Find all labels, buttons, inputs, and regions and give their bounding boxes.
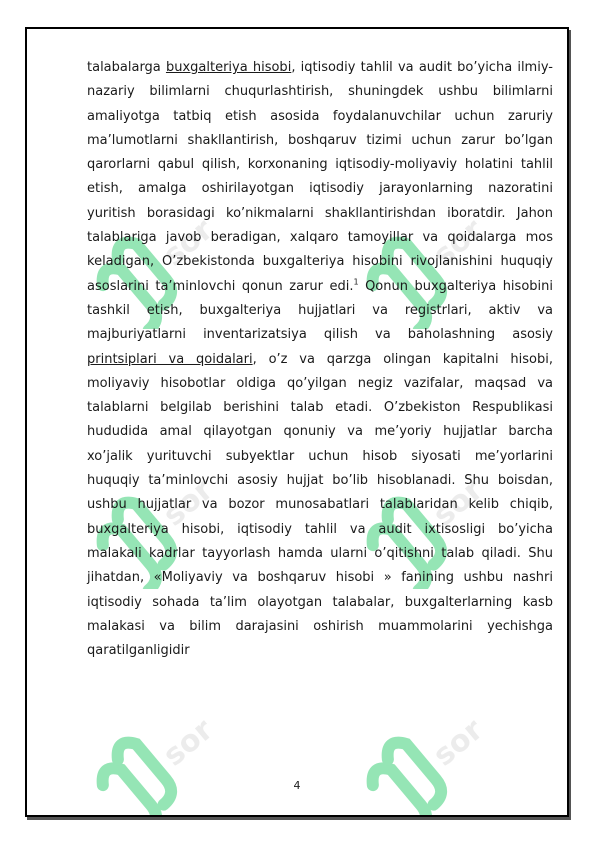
paragraph-text: talabalarga	[87, 60, 166, 75]
brand-logo-icon	[77, 669, 277, 817]
paragraph-text: , iqtisodiy tahlil va audit bo’yicha ilmiy-nazariy bilimlarni chuqurlashtirish, shuningdek ushbu bilimlarni amaliyotga tatbiq etish asosida foydalanuvchilar uchun zaruriy ma’lumotlarni shakllantirish, boshqaruv tizimi uchun zarur bo’lgan qarorlarni qabul qilish, korxonaning iqtisodiy-moliyaviy holatini tahlil etish, amalga oshirilayotgan iqtisodiy jarayonlarning nazoratini yuritish borasidagi ko’nikmalarni shakllantirishdan iboratdir. Jahon talablariga javob beradigan, xalqaro tamoyillar va qoidalarga mos keladigan, O’zbekistonda buxgalteriya hisobini rivojlanishini huquqiy asoslarini ta’minlovchi qonun zarur edi.	[87, 60, 553, 294]
watermark-text: sor	[426, 472, 490, 534]
watermark-text: sor	[426, 212, 490, 274]
brand-logo-icon	[347, 669, 547, 817]
hyperlink-printsiplari-va-qoidalari[interactable]: printsiplari va qoidalari	[87, 351, 253, 367]
hyperlink-buxgalteriya-hisobi[interactable]: buxgalteriya hisobi	[165, 60, 292, 75]
page-frame	[25, 27, 569, 817]
paragraph-text: Qonun buxgalteriya hisobini tashkil etish, buxgalteriya hujjatlari va registrlari, aktiv va majburiyatlarni inventarizatsiya qilish va baholashning asosiy	[87, 278, 553, 343]
watermark-text: sor	[156, 472, 220, 534]
body-paragraph	[87, 56, 553, 663]
page-number: 4	[293, 779, 301, 792]
watermark-text: sor	[156, 712, 220, 774]
paragraph-text: , o’z va qarzga olingan kapitalni hisobi, moliyaviy hisobotlar oldiga qo’yilgan negiz vazifalar, maqsad va talablarni belgilab berishini talab etadi. O’zbekiston Respublikasi hududida amal qilayotgan qonuniy va me’yoriy hujjatlar barcha xo’jalik yurituvchi subyektlar uchun hisob siyosati me’yorlarini huquqiy ta’minlovchi asosiy hujjat bo’lib hisoblanadi. Shu boisdan, ushbu hujjatlar va bozor munosabatlari talablaridan kelib chiqib, buxgalteriya hisobi, iqtisodiy tahlil va audit ixtisosligi bo’yicha malakali kadrlar tayyorlash hamda ularni o’qitishni talab qiladi. Shu jihatdan, «Moliyaviy va boshqaruv hisobi » fanining ushbu nashri iqtisodiy sohada ta’lim olayotgan talabalar, buxgalterlarning kasb malakasi va bilim darajasini oshirish muammolarini yechishga qaratilganligidir	[87, 351, 553, 659]
watermark-text: sor	[156, 212, 220, 274]
footnote-marker[interactable]: 1	[353, 277, 359, 287]
watermark-logo	[77, 669, 277, 817]
watermark-logo	[347, 669, 547, 817]
watermark-text: sor	[426, 712, 490, 774]
